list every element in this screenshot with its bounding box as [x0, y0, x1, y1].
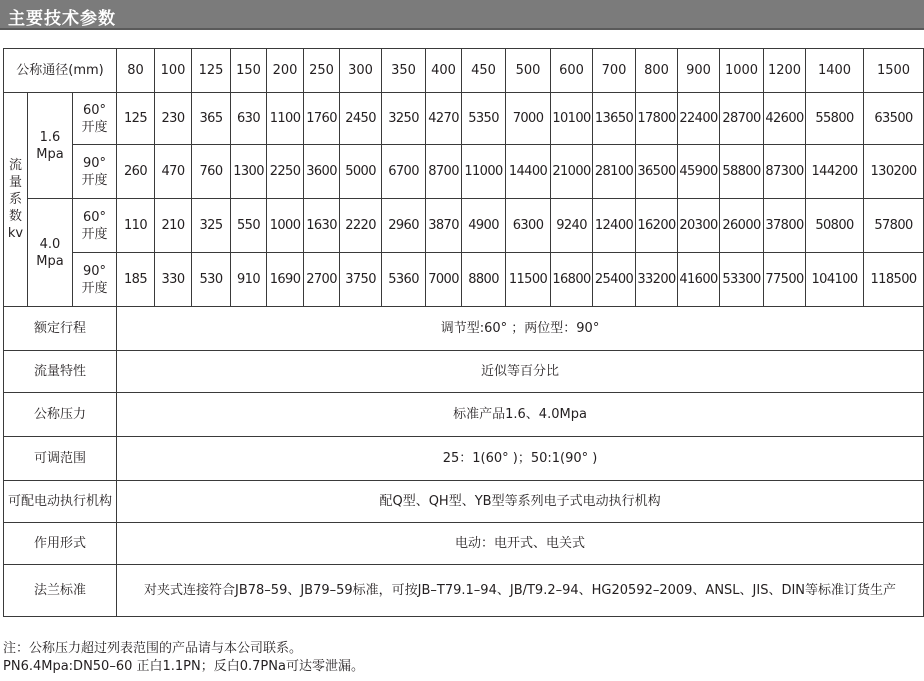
pressure-line: Mpa: [36, 146, 64, 162]
flow-value-cell: 110: [117, 199, 155, 253]
flow-value-cell: 5360: [382, 253, 426, 307]
param-row: [4, 307, 924, 351]
param-value: 调节型:60° ；两位型：90°: [117, 307, 924, 351]
flow-value-cell: 330: [155, 253, 192, 307]
size-cell: 1400: [806, 49, 864, 93]
opening-label: [73, 199, 117, 253]
param-value: 电动：电开式、电关式: [117, 523, 924, 565]
flow-value-cell: 1000: [267, 199, 304, 253]
flow-value-cell: 260: [117, 145, 155, 199]
opening-unit: 开度: [81, 280, 108, 296]
pressure-label: [28, 199, 73, 307]
flow-row: [4, 145, 924, 199]
param-row: [4, 393, 924, 437]
flow-value-cell: 6700: [382, 145, 426, 199]
nominal-size-label: 公称通径(mm): [4, 49, 117, 93]
flow-value-cell: 118500: [864, 253, 924, 307]
flow-value-cell: 144200: [806, 145, 864, 199]
flow-value-cell: 8800: [462, 253, 506, 307]
size-cell: 1200: [764, 49, 806, 93]
flow-value-cell: 37800: [764, 199, 806, 253]
size-cell: 1500: [864, 49, 924, 93]
flow-label-char: kv: [7, 226, 24, 241]
flow-value-cell: 63500: [864, 93, 924, 145]
flow-value-cell: 2220: [340, 199, 382, 253]
size-cell: 600: [551, 49, 593, 93]
flow-value-cell: 3600: [304, 145, 340, 199]
flow-value-cell: 26000: [720, 199, 764, 253]
flow-value-cell: 2960: [382, 199, 426, 253]
flow-value-cell: 630: [231, 93, 267, 145]
spec-table: [3, 48, 924, 617]
opening-label: [73, 253, 117, 307]
flow-value-cell: 8700: [426, 145, 462, 199]
flow-value-cell: 55800: [806, 93, 864, 145]
flow-value-cell: 14400: [506, 145, 551, 199]
flow-value-cell: 21000: [551, 145, 593, 199]
pressure-line: 4.0: [39, 236, 61, 252]
flow-value-cell: 41600: [678, 253, 720, 307]
section-title-bar: [0, 0, 924, 30]
flow-label-char: 数: [8, 209, 22, 224]
flow-value-cell: 36500: [636, 145, 678, 199]
flow-value-cell: 210: [155, 199, 192, 253]
flow-value-cell: 3750: [340, 253, 382, 307]
flow-value-cell: 230: [155, 93, 192, 145]
opening-angle: 90°: [82, 155, 107, 171]
flow-value-cell: 16200: [636, 199, 678, 253]
param-label: 流量特性: [4, 351, 117, 393]
flow-value-cell: 2450: [340, 93, 382, 145]
opening-unit: 开度: [81, 119, 108, 135]
size-cell: 80: [117, 49, 155, 93]
param-label: 公称压力: [4, 393, 117, 437]
flow-row: [4, 253, 924, 307]
size-cell: 450: [462, 49, 506, 93]
flow-value-cell: 5000: [340, 145, 382, 199]
flow-value-cell: 87300: [764, 145, 806, 199]
param-row: [4, 565, 924, 617]
flow-value-cell: 4900: [462, 199, 506, 253]
flow-value-cell: 77500: [764, 253, 806, 307]
flow-value-cell: 17800: [636, 93, 678, 145]
pressure-label: [28, 93, 73, 199]
param-value: 25：1(60° )；50:1(90° ): [117, 437, 924, 481]
param-value: 标准产品1.6、4.0Mpa: [117, 393, 924, 437]
size-cell: 800: [636, 49, 678, 93]
note-line-1: 注：公称压力超过列表范围的产品请与本公司联系。: [3, 641, 303, 656]
flow-value-cell: 42600: [764, 93, 806, 145]
flow-value-cell: 22400: [678, 93, 720, 145]
flow-value-cell: 25400: [593, 253, 636, 307]
flow-value-cell: 104100: [806, 253, 864, 307]
flow-label-char: 流: [8, 158, 22, 173]
opening-unit: 开度: [81, 172, 108, 188]
param-row: [4, 523, 924, 565]
param-row: [4, 437, 924, 481]
flow-value-cell: 4270: [426, 93, 462, 145]
flow-value-cell: 3250: [382, 93, 426, 145]
opening-label: [73, 145, 117, 199]
size-cell: 200: [267, 49, 304, 93]
size-cell: 250: [304, 49, 340, 93]
flow-value-cell: 470: [155, 145, 192, 199]
flow-value-cell: 2250: [267, 145, 304, 199]
flow-value-cell: 1630: [304, 199, 340, 253]
flow-value-cell: 9240: [551, 199, 593, 253]
param-row: [4, 481, 924, 523]
flow-value-cell: 58800: [720, 145, 764, 199]
pressure-line: 1.6: [39, 129, 61, 145]
flow-value-cell: 760: [192, 145, 231, 199]
flow-value-cell: 185: [117, 253, 155, 307]
flow-label-char: 量: [8, 175, 22, 190]
flow-value-cell: 53300: [720, 253, 764, 307]
notes: [3, 640, 364, 676]
param-value: 近似等百分比: [117, 351, 924, 393]
flow-value-cell: 125: [117, 93, 155, 145]
flow-value-cell: 1300: [231, 145, 267, 199]
size-cell: 900: [678, 49, 720, 93]
flow-label-char: 系: [8, 192, 22, 207]
flow-value-cell: 1690: [267, 253, 304, 307]
flow-value-cell: 5350: [462, 93, 506, 145]
flow-row: [4, 93, 924, 145]
opening-angle: 60°: [82, 209, 107, 225]
param-value: 对夹式连接符合JB78–59、JB79–59标准，可按JB–T79.1–94、JB/T9.2–94、HG20592–2009、ANSL、JIS、DIN等标准订货生产: [117, 565, 924, 617]
flow-value-cell: 13650: [593, 93, 636, 145]
flow-value-cell: 16800: [551, 253, 593, 307]
size-cell: 1000: [720, 49, 764, 93]
flow-value-cell: 11000: [462, 145, 506, 199]
flow-row: [4, 199, 924, 253]
flow-value-cell: 12400: [593, 199, 636, 253]
note-line-2: PN6.4Mpa:DN50–60 正白1.1PN；反白0.7PNa可达零泄漏。: [3, 659, 364, 674]
flow-value-cell: 28100: [593, 145, 636, 199]
opening-angle: 90°: [82, 263, 107, 279]
flow-value-cell: 910: [231, 253, 267, 307]
flow-value-cell: 28700: [720, 93, 764, 145]
size-header-row: [4, 49, 924, 93]
size-cell: 100: [155, 49, 192, 93]
flow-value-cell: 1100: [267, 93, 304, 145]
flow-value-cell: 20300: [678, 199, 720, 253]
flow-value-cell: 33200: [636, 253, 678, 307]
flow-value-cell: 45900: [678, 145, 720, 199]
flow-value-cell: 3870: [426, 199, 462, 253]
param-label: 可配电动执行机构: [4, 481, 117, 523]
flow-value-cell: 550: [231, 199, 267, 253]
size-cell: 125: [192, 49, 231, 93]
flow-value-cell: 1760: [304, 93, 340, 145]
size-cell: 500: [506, 49, 551, 93]
flow-value-cell: 7000: [426, 253, 462, 307]
flow-value-cell: 10100: [551, 93, 593, 145]
flow-coefficient-label: [4, 93, 28, 307]
flow-value-cell: 2700: [304, 253, 340, 307]
flow-value-cell: 530: [192, 253, 231, 307]
size-cell: 300: [340, 49, 382, 93]
section-title: 主要技术参数: [8, 9, 116, 29]
flow-value-cell: 11500: [506, 253, 551, 307]
size-cell: 700: [593, 49, 636, 93]
flow-value-cell: 130200: [864, 145, 924, 199]
flow-value-cell: 325: [192, 199, 231, 253]
opening-unit: 开度: [81, 226, 108, 242]
size-cell: 400: [426, 49, 462, 93]
param-label: 法兰标准: [4, 565, 117, 617]
flow-value-cell: 57800: [864, 199, 924, 253]
param-label: 作用形式: [4, 523, 117, 565]
flow-value-cell: 6300: [506, 199, 551, 253]
pressure-line: Mpa: [36, 253, 64, 269]
param-value: 配Q型、QH型、YB型等系列电子式电动执行机构: [117, 481, 924, 523]
size-cell: 150: [231, 49, 267, 93]
param-row: [4, 351, 924, 393]
flow-value-cell: 7000: [506, 93, 551, 145]
param-label: 可调范围: [4, 437, 117, 481]
param-label: 额定行程: [4, 307, 117, 351]
flow-value-cell: 50800: [806, 199, 864, 253]
size-cell: 350: [382, 49, 426, 93]
opening-angle: 60°: [82, 102, 107, 118]
flow-value-cell: 365: [192, 93, 231, 145]
opening-label: [73, 93, 117, 145]
